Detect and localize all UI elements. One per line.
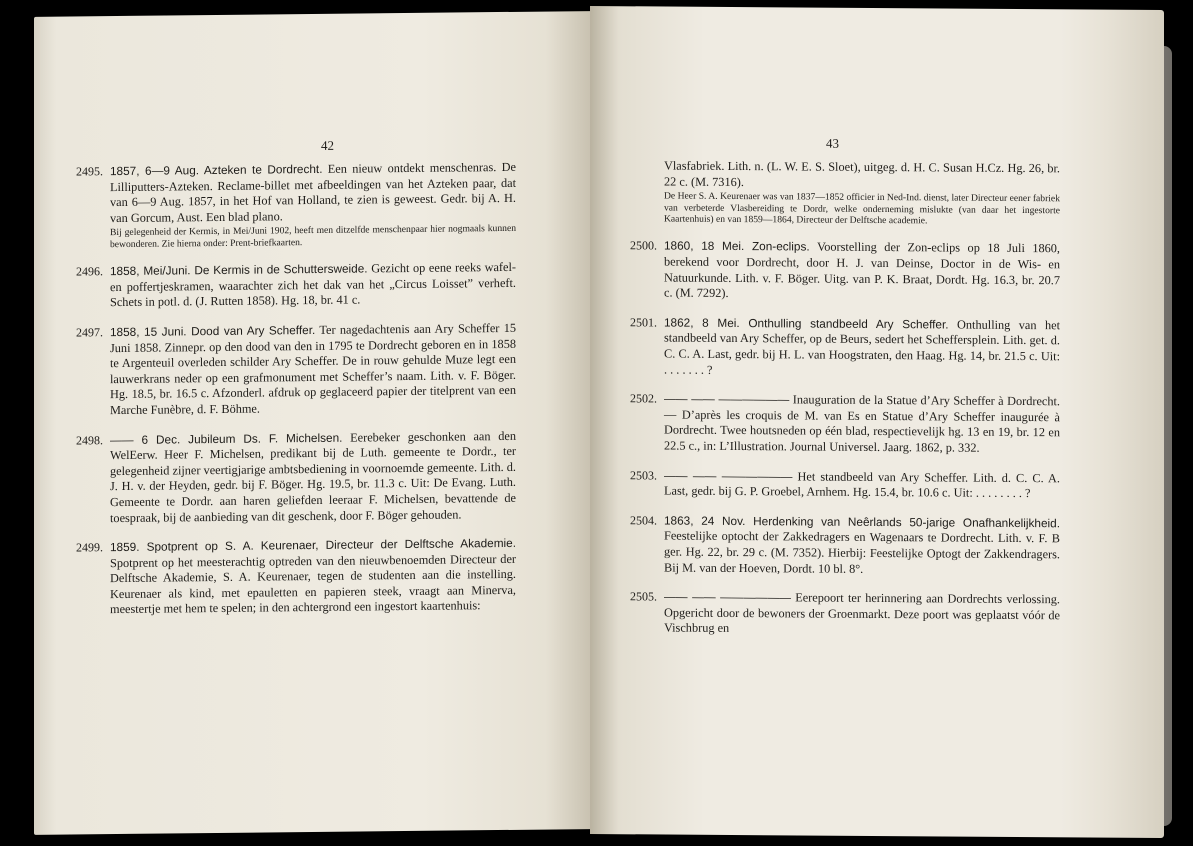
entry-heading: 1858, 15 Juni. Dood van Ary Scheffer.	[110, 322, 316, 340]
open-book	[34, 6, 1164, 840]
entry-heading: —— —— ——————	[664, 589, 791, 605]
catalog-entry	[76, 159, 516, 250]
page-number-right: 43	[826, 135, 839, 151]
left-column	[76, 159, 517, 618]
entry-heading: 1863, 24 Nov. Herdenking van Neêrlands 50-jarige Onafhankelijkheid.	[664, 513, 1060, 530]
entry-number: 2501.	[630, 315, 657, 330]
entry-heading: 1860, 18 Mei. Zon-eclips.	[664, 238, 810, 254]
right-column	[630, 158, 1061, 640]
entry-text: Eerepoort ter herinnering aan Dordrechts verlossing. Opgericht door de bewoners der Groenmarkt. Deze poort was geplaatst vóór de Vischbrug en	[664, 590, 1061, 636]
entry-number: 2504.	[630, 512, 657, 528]
entry-text: Voorstelling der Zon-eclips op 18 Juli 1860, berekend voor Dordrecht, door H. J. van Deinse, Doctor in de Wis- en Natuurkunde. Lith. v. F. Böger. Uitg. van P. K. Braat, Dordt. Hg. 16.3, br. 20.7 c. (M. 7292).	[664, 239, 1061, 301]
entry-number: 2497.	[76, 325, 103, 340]
entry-number: 2499.	[76, 540, 103, 555]
entry-text: Spotprent op het meesterachtig optreden van den nieuwbenoemden Directeur der Delftsche Akademie, S. A. Keurenaer, tegen de studenten aan die instelling. Keurenaer als kind, met epauletten en papieren steek, vraagt aan Minerva, meestertje met hem te spelen; in den achtergrond een ingestort kaartenhuis:	[110, 551, 516, 617]
entry-number: 2498.	[76, 432, 103, 448]
catalog-entry	[630, 467, 1060, 502]
entry-text: Het standbeeld van Ary Scheffer. Lith. d. C. C. A. Last, gedr. bij G. P. Groebel, Arnhem. Hg. 15.4, br. 10.6 c. Uit: . . . . . . . . ?	[664, 468, 1060, 501]
entry-heading: —— 6 Dec. Jubileum Ds. F. Michelsen.	[110, 430, 343, 447]
entry-heading: —— —— ——————	[664, 391, 790, 407]
catalog-entry	[76, 535, 516, 618]
entry-note: Bij gelegenheid der Kermis, in Mei/Juni 1902, heeft men ditzelfde menschenpaar hier nogmaals kunnen bewonderen. Zie hierna onder: Prent-briefkaarten.	[110, 223, 516, 250]
entry-text: Feestelijke optocht der Zakkedragers en Wagenaars te Dordrecht. Lith. v. F. B ger. Hg. 22, br. 29 c. (M. 7352). Hierbij: Feestelijke Optogt der Zakkendragers. Bij M. van der Hoeven, Dordt. 10 bl. 8°.	[664, 528, 1060, 576]
catalog-entry	[630, 589, 1061, 640]
entry-text: Een nieuw ontdekt menschenras. De Lilliputters-Azteken. Reclame-billet met afbeeldingen van het Azteken paar, dat van 6—9 Aug. 1857, in het Hof van Holland, te zien is geweest. Gedr. bij A. H. van Gorcum, Aust. Een blad plano.	[110, 159, 516, 225]
entry-heading: 1859. Spotprent op S. A. Keurenaer, Directeur der Delftsche Akademie.	[110, 535, 516, 555]
catalog-entry	[76, 320, 516, 419]
entry-heading: —— —— ——————	[664, 468, 793, 483]
catalog-entry	[76, 260, 516, 311]
catalog-entry	[76, 428, 517, 526]
catalog-entry	[630, 315, 1061, 380]
entry-heading: 1858, Mei/Juni. De Kermis in de Schuttersweide.	[110, 261, 368, 279]
entry-heading: 1862, 8 Mei. Onthulling standbeeld Ary Scheffer.	[664, 315, 949, 332]
entry-text: Gezicht op eene reeks wafel- en poffertjeskramen, waarachter zich het dak van het „Circus Loisset” verheft. Schets in potl. d. (J. Rutten 1858). Hg. 18, br. 41 c.	[110, 260, 516, 310]
entry-number: 2496.	[76, 264, 103, 279]
left-page	[34, 11, 590, 835]
entry-heading: 1857, 6—9 Aug. Azteken te Dordrecht.	[110, 161, 323, 179]
right-page	[590, 6, 1164, 838]
entry-number: 2500.	[630, 238, 657, 253]
entry-text: Eerebeker geschonken aan den WelEerw. Heer F. Michelsen, predikant bij de Luth. gemeente te Dordr., ter gelegenheid zijner veertigjarige ambtsbediening in voornoemde gemeente. Lith. d. J. H. v. der Heyden, gedr. bij F. Böger. Hg. 19.5, br. 11.3 c. Uit: De Evang. Luth. Gemeente te Dordr. aan haren geliefden leeraar F. Michelsen, bevattende de toespraak, bij de aanbieding van dit geschenk, door F. Böger gehouden.	[110, 428, 517, 525]
entry-note: De Heer S. A. Keurenaer was van 1837—1852 officier in Ned-Ind. dienst, later Directeur eener fabriek van verbeterde Vlasbereiding te Dordr, welke onderneming mislukte (van daar het ingestorte Kaartenhuis) en van 1859—1864, Directeur der Delftsche academie.	[664, 190, 1060, 227]
page-number-left: 42	[321, 137, 334, 153]
catalog-entry	[630, 391, 1061, 457]
entry-text: Vlasfabriek. Lith. n. (L. W. E. S. Sloet), uitgeg. d. H. C. Susan H.Cz. Hg. 26, br. 22 c. (M. 7316).	[664, 158, 1060, 189]
catalog-entry	[630, 512, 1060, 578]
entry-number: 2505.	[630, 589, 657, 604]
entry-number: 2503.	[630, 467, 657, 482]
entry-text: Ter nagedachtenis aan Ary Scheffer 15 Juni 1858. Zinnepr. op den dood van den in 1795 te Dordrecht geboren en in 1858 te Argenteuil overleden schilder Ary Scheffer. De in rouw gehulde Muze legt een lauwerkrans neder op een grafmonument met Scheffer’s naam. Lith. v. F. Böger. Hg. 18.5, br. 16.5 c. Afzonderl. afdruk op geglaceerd papier der titelprent van een Marche Funèbre, d. F. Böhme.	[110, 320, 516, 418]
catalog-entry	[664, 159, 1060, 228]
entry-number: 2495.	[76, 164, 103, 179]
entry-text: Onthulling van het standbeeld van Ary Scheffer, op de Beurs, sedert het Scheffersplein. Lith. get. d. C. C. A. Last, gedr. bij H. L. van Hoogstraten, den Haag. Hg. 14, br. 21.5 c. Uit: . . . . . . . ?	[664, 317, 1061, 377]
entry-text: Inauguration de la Statue d’Ary Scheffer à Dordrecht. — D’après les croquis de M. van Es en Statue d’Ary Scheffer inaugurée à Dordrecht. Twee houtsneden op één blad, respectievelijk hg. 13 en 19, br. 12 en 22.5 c., in: L’Illustration. Journal Universel. Jaarg. 1862, p. 332.	[664, 392, 1061, 455]
catalog-entry	[630, 238, 1061, 304]
entry-number: 2502.	[630, 391, 657, 406]
